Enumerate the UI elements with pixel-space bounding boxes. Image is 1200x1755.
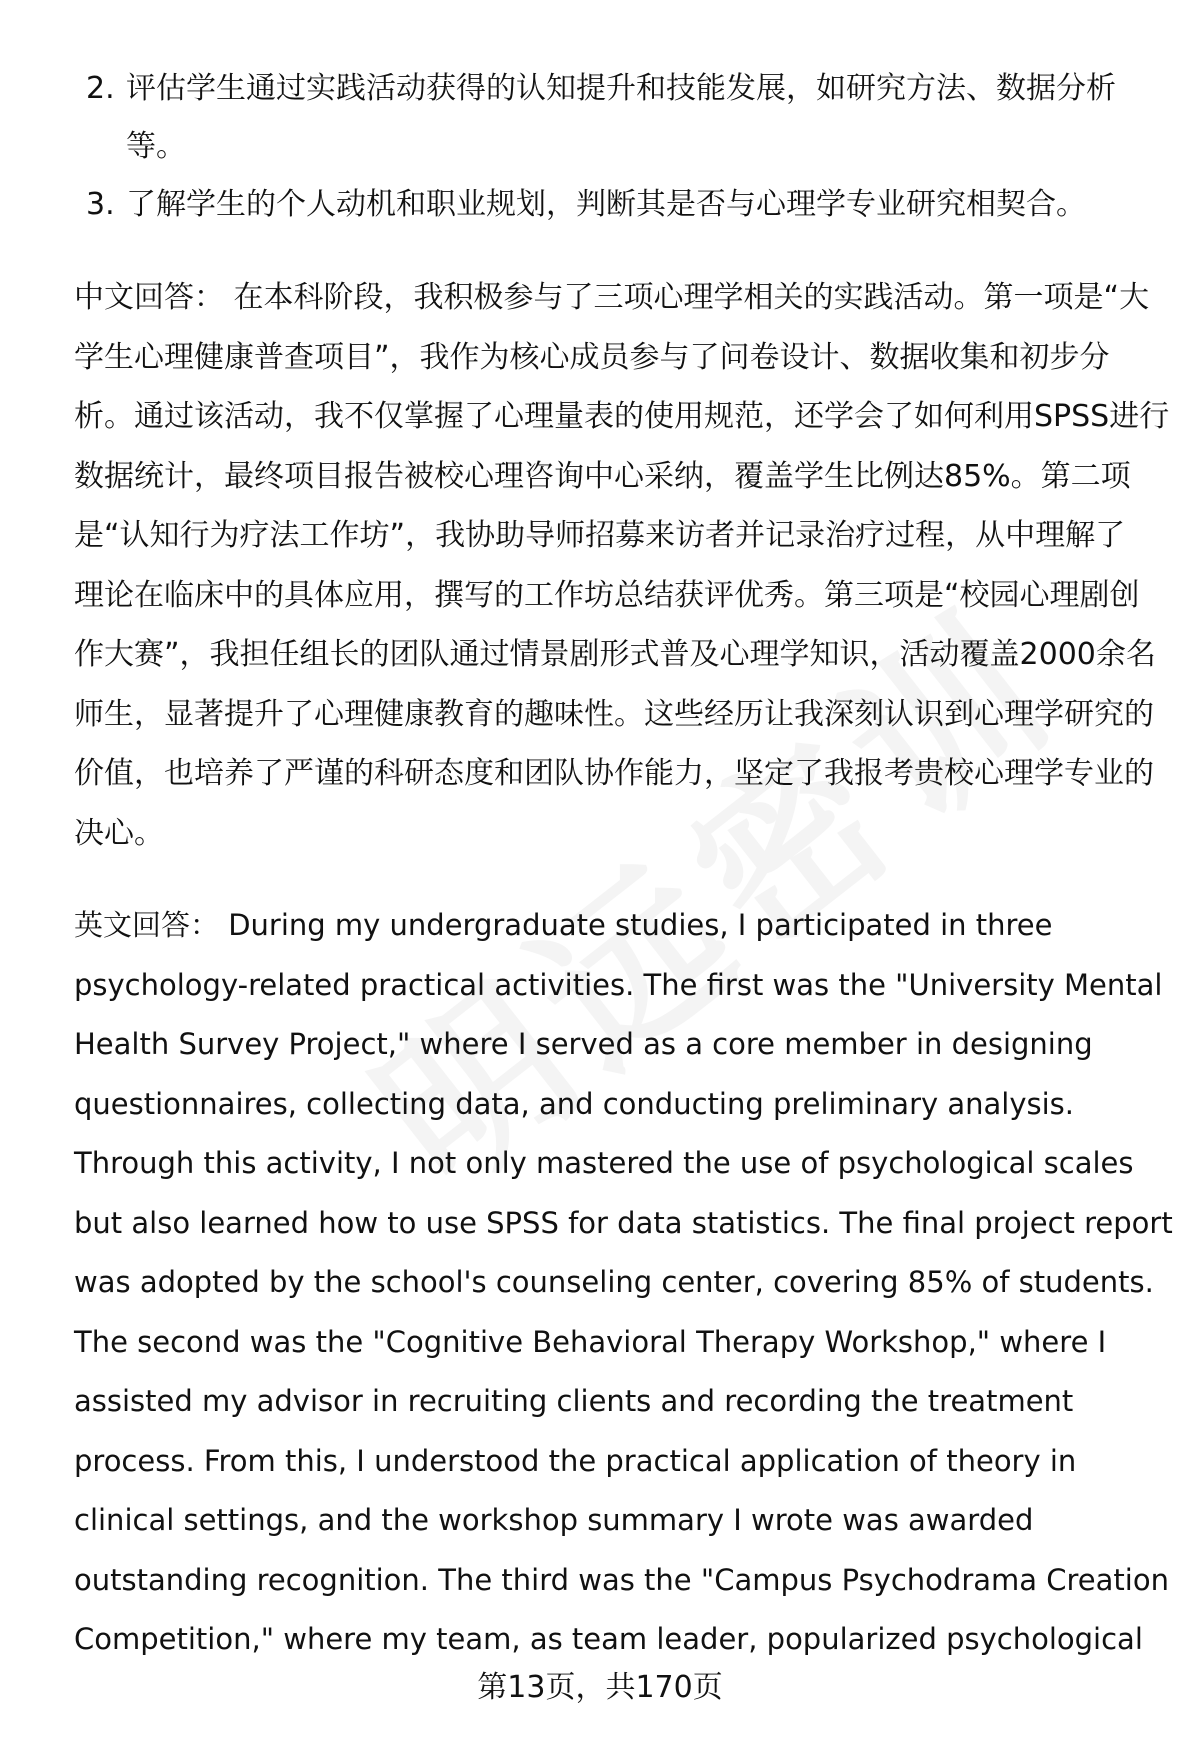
list-number: 3. (86, 187, 115, 222)
paragraph-line: 作大赛”，我担任组长的团队通过情景剧形式普及心理学知识，活动覆盖2000余名 (74, 637, 1156, 672)
paragraph-line: psychology-related practical activities. The first was the "University Mental (74, 967, 1163, 1002)
paragraph-line: was adopted by the school's counseling center, covering 85% of students. (74, 1265, 1154, 1299)
paragraph-line: 数据统计，最终项目报告被校心理咨询中心采纳，覆盖学生比例达85%。第二项 (74, 458, 1131, 494)
paragraph-line: 是“认知行为疗法工作坊”，我协助导师招募来访者并记录治疗过程，从中理解了 (74, 518, 1126, 553)
paragraph-line: clinical settings, and the workshop summary I wrote was awarded (74, 1503, 1034, 1537)
paragraph-line: 决心。 (74, 815, 164, 851)
paragraph-line: questionnaires, collecting data, and conducting preliminary analysis. (74, 1086, 1075, 1121)
paragraph-line: 学生心理健康普查项目”，我作为核心成员参与了问卷设计、数据收集和初步分 (74, 339, 1110, 375)
paragraph-line: 析。通过该活动，我不仅掌握了心理量表的使用规范，还学会了如何利用SPSS进行 (74, 399, 1170, 434)
paragraph-line: assisted my advisor in recruiting clients and recording the treatment (74, 1384, 1074, 1418)
paragraph-line: outstanding recognition. The third was the "Campus Psychodrama Creation (74, 1562, 1169, 1597)
list-number: 2. (86, 71, 115, 106)
paragraph-line: Through this activity, I not only mastered the use of psychological scales (74, 1146, 1134, 1180)
english-answer-paragraph (74, 896, 1173, 1670)
paragraph-line: but also learned how to use SPSS for data statistics. The final project report (74, 1205, 1173, 1240)
list-text-line: 等。 (126, 129, 186, 164)
chinese-answer-paragraph (74, 268, 1170, 863)
page-footer: 第13页，共170页 (477, 1670, 723, 1705)
numbered-list (74, 60, 1134, 234)
paragraph-line: Health Survey Project," where I served as a core member in designing (74, 1027, 1093, 1061)
paragraph-line: 英文回答： During my undergraduate studies, I participated in three (74, 908, 1053, 942)
list-item (74, 176, 1134, 234)
paragraph-line: 中文回答： 在本科阶段，我积极参与了三项心理学相关的实践活动。第一项是“大 (74, 280, 1150, 315)
paragraph-line: 价值，也培养了严谨的科研态度和团队协作能力，坚定了我报考贵校心理学专业的 (74, 756, 1154, 791)
list-item (74, 60, 1134, 176)
list-text-line: 了解学生的个人动机和职业规划，判断其是否与心理学专业研究相契合。 (126, 187, 1086, 222)
paragraph-line: 师生，显著提升了心理健康教育的趣味性。这些经历让我深刻认识到心理学研究的 (74, 696, 1154, 732)
list-text-line: 评估学生通过实践活动获得的认知提升和技能发展，如研究方法、数据分析 (126, 71, 1116, 106)
paragraph-line: 理论在临床中的具体应用，撰写的工作坊总结获评优秀。第三项是“校园心理剧创 (74, 577, 1140, 613)
paragraph-line: process. From this, I understood the practical application of theory in (74, 1443, 1077, 1478)
paragraph-line: Competition," where my team, as team leader, popularized psychological (74, 1622, 1143, 1656)
paragraph-line: The second was the "Cognitive Behavioral Therapy Workshop," where I (74, 1324, 1107, 1359)
